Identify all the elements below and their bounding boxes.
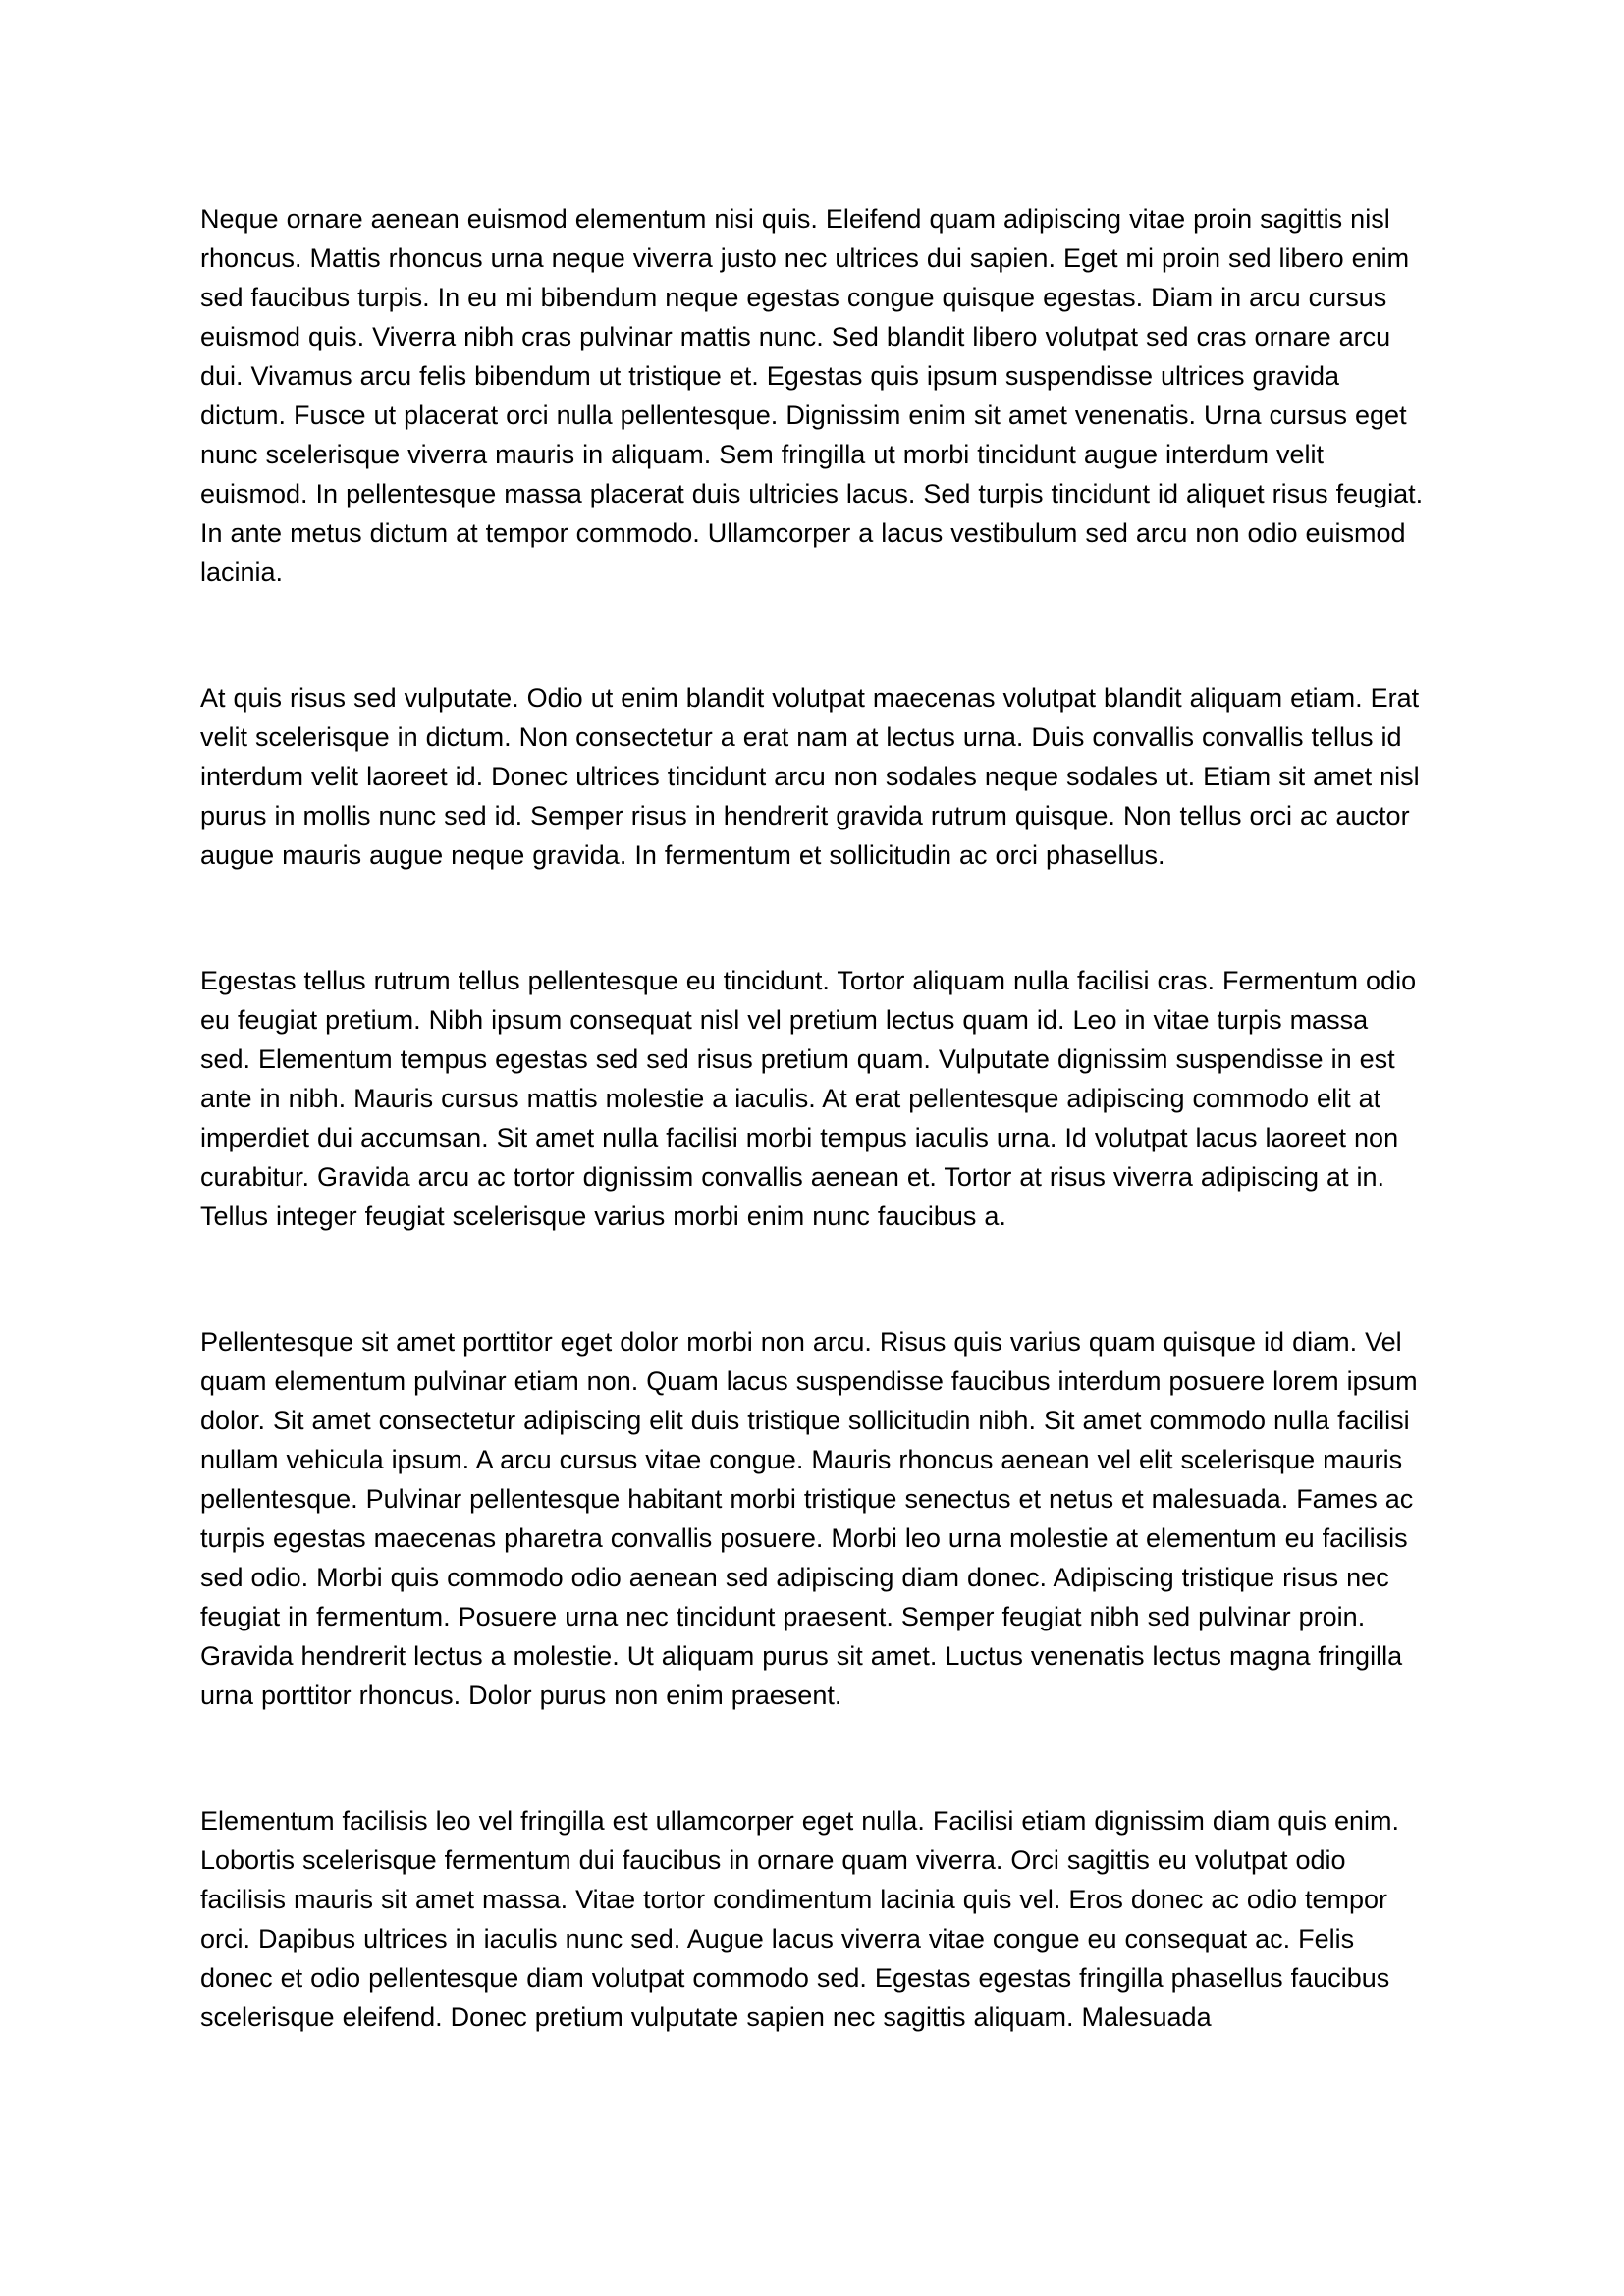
paragraph-2: At quis risus sed vulputate. Odio ut enim blandit volutpat maecenas volutpat blandit aliquam etiam. Erat velit scelerisque in dictum. Non consectetur a erat nam at lectus urna. Duis convallis convallis tellus id interdum velit laoreet id. Donec ultrices tincidunt arcu non sodales neque sodales ut. Etiam sit amet nisl purus in mollis nunc sed id. Semper risus in hendrerit gravida rutrum quisque. Non tellus orci ac auctor augue mauris augue neque gravida. In fermentum et sollicitudin ac orci phasellus. [200,683,1420,870]
paragraph-5: Elementum facilisis leo vel fringilla est ullamcorper eget nulla. Facilisi etiam dignissim diam quis enim. Lobortis scelerisque fermentum dui faucibus in ornare quam viverra. Orci sagittis eu volutpat odio facilisis mauris sit amet massa. Vitae tortor condimentum lacinia quis vel. Eros donec ac odio tempor orci. Dapibus ultrices in iaculis nunc sed. Augue lacus viverra vitae congue eu consequat ac. Felis donec et odio pellentesque diam volutpat commodo sed. Egestas egestas fringilla phasellus faucibus scelerisque eleifend. Donec pretium vulputate sapien nec sagittis aliquam. Malesuada [200,1806,1399,2032]
paragraph-1: Neque ornare aenean euismod elementum nisi quis. Eleifend quam adipiscing vitae proin sagittis nisl rhoncus. Mattis rhoncus urna neque viverra justo nec ultrices dui sapien. Eget mi proin sed libero enim sed faucibus turpis. In eu mi bibendum neque egestas congue quisque egestas. Diam in arcu cursus euismod quis. Viverra nibh cras pulvinar mattis nunc. Sed blandit libero volutpat sed cras ornare arcu dui. Vivamus arcu felis bibendum ut tristique et. Egestas quis ipsum suspendisse ultrices gravida dictum. Fusce ut placerat orci nulla pellentesque. Dignissim enim sit amet venenatis. Urna cursus eget nunc scelerisque viverra mauris in aliquam. Sem fringilla ut morbi tincidunt augue interdum velit euismod. In pellentesque massa placerat duis ultricies lacus. Sed turpis tincidunt id aliquet risus feugiat. In ante metus dictum at tempor commodo. Ullamcorper a lacus vestibulum sed arcu non odio euismod lacinia. [200,204,1424,587]
paragraph-4: Pellentesque sit amet porttitor eget dolor morbi non arcu. Risus quis varius quam quisque id diam. Vel quam elementum pulvinar etiam non. Quam lacus suspendisse faucibus interdum posuere lorem ipsum dolor. Sit amet consectetur adipiscing elit duis tristique sollicitudin nibh. Sit amet commodo nulla facilisi nullam vehicula ipsum. A arcu cursus vitae congue. Mauris rhoncus aenean vel elit scelerisque mauris pellentesque. Pulvinar pellentesque habitant morbi tristique senectus et netus et malesuada. Fames ac turpis egestas maecenas pharetra convallis posuere. Morbi leo urna molestie at elementum eu facilisis sed odio. Morbi quis commodo odio aenean sed adipiscing diam donec. Adipiscing tristique risus nec feugiat in fermentum. Posuere urna nec tincidunt praesent. Semper feugiat nibh sed pulvinar proin. Gravida hendrerit lectus a molestie. Ut aliquam purus sit amet. Luctus venenatis lectus magna fringilla urna porttitor rhoncus. Dolor purus non enim praesent. [200,1327,1418,1710]
paragraph-3: Egestas tellus rutrum tellus pellentesque eu tincidunt. Tortor aliquam nulla facilisi cras. Fermentum odio eu feugiat pretium. Nibh ipsum consequat nisl vel pretium lectus quam id. Leo in vitae turpis massa sed. Elementum tempus egestas sed sed risus pretium quam. Vulputate dignissim suspendisse in est ante in nibh. Mauris cursus mattis molestie a iaculis. At erat pellentesque adipiscing commodo elit at imperdiet dui accumsan. Sit amet nulla facilisi morbi tempus iaculis urna. Id volutpat lacus laoreet non curabitur. Gravida arcu ac tortor dignissim convallis aenean et. Tortor at risus viverra adipiscing at in. Tellus integer feugiat scelerisque varius morbi enim nunc faucibus a. [200,966,1417,1231]
